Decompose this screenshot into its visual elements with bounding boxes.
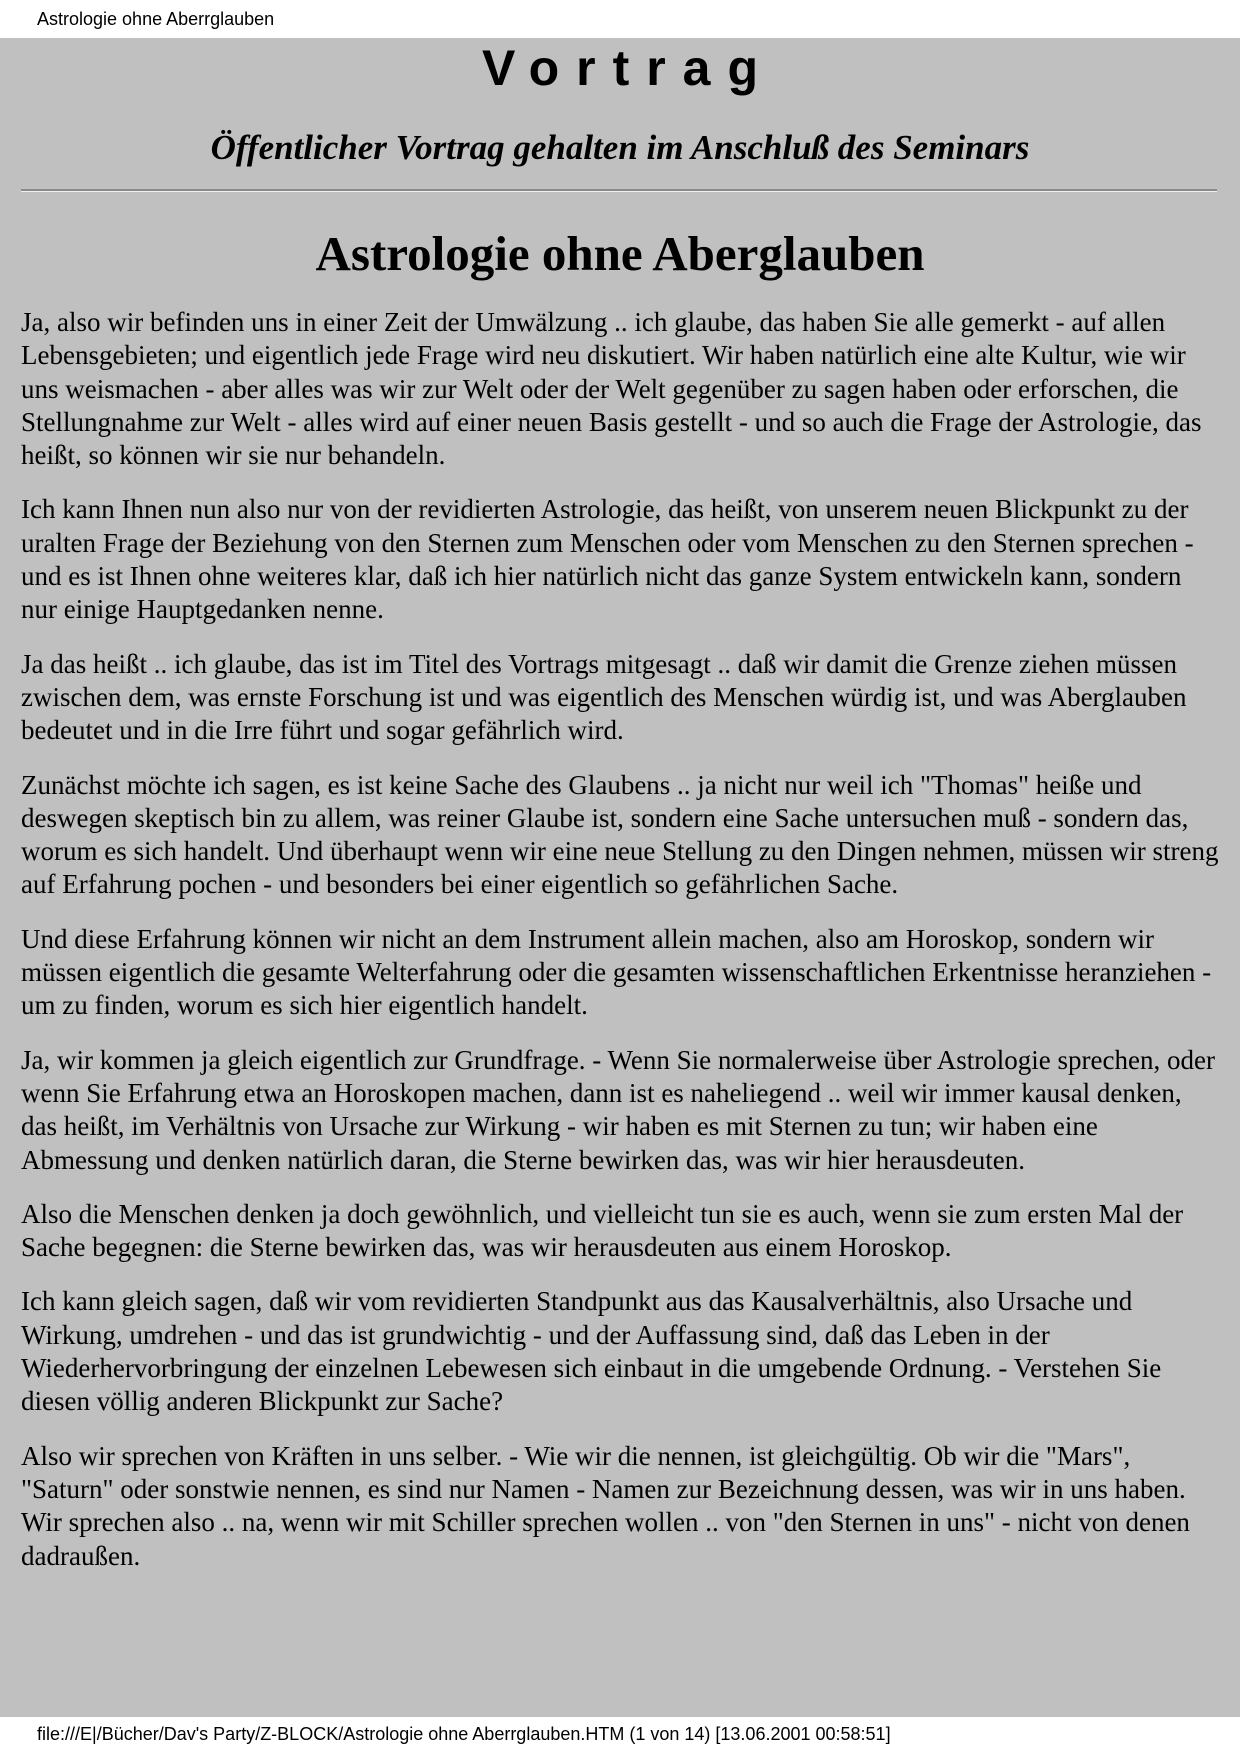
lecture-subtitle: Öffentlicher Vortrag gehalten im Anschluß des Seminars	[210, 128, 1030, 167]
paragraph-2: Ich kann Ihnen nun also nur von der revidierten Astrologie, das heißt, von unserem neuen Blickpunkt zu der uralten Frage der Beziehung von den Sternen zum Menschen oder vom Menschen zu den Sternen sprechen - und es ist Ihnen ohne weiteres klar, daß ich hier natürlich nicht das ganze System entwickeln kann, sondern nur einige Hauptgedanken nenne.	[21, 494, 1194, 625]
article-title: Astrologie ohne Aberglauben	[315, 226, 925, 281]
paragraph-5: Und diese Erfahrung können wir nicht an dem Instrument allein machen, also am Horoskop, sondern wir müssen eigentlich die gesamte Welterfahrung oder die gesamten wissenschaftlichen Erkentnisse heranziehen - um zu finden, worum es sich hier eigentlich handelt.	[21, 923, 1212, 1021]
horizontal-rule	[21, 189, 1217, 192]
paragraph-4: Zunächst möchte ich sagen, es ist keine Sache des Glaubens .. ja nicht nur weil ich "Thomas" heiße und deswegen skeptisch bin zu allem, was reiner Glaube ist, sondern eine Sache untersuchen muß - sondern das, worum es sich handelt. Und überhaupt wenn wir eine neue Stellung zu den Dingen nehmen, müssen wir streng auf Erfahrung pochen - und besonders bei einer eigentlich so gefährlichen Sache.	[21, 769, 1219, 900]
article-body	[21, 306, 1221, 1594]
paragraph-7: Also die Menschen denken ja doch gewöhnlich, und vielleicht tun sie es auch, wenn sie zum ersten Mal der Sache begegnen: die Sterne bewirken das, was wir herausdeuten aus einem Horoskop.	[21, 1198, 1184, 1263]
paragraph-9: Also wir sprechen von Kräften in uns selber. - Wie wir die nennen, ist gleichgültig. Ob wir die "Mars", "Saturn" oder sonstwie nennen, es sind nur Namen - Namen zur Bezeichnung dessen, was wir in uns haben. Wir sprechen also .. na, wenn wir mit Schiller sprechen wollen .. von "den Sternen in uns" - nicht von denen dadraußen.	[21, 1440, 1190, 1571]
lecture-label: Vortrag	[481, 40, 776, 96]
print-footer-url: file:///E|/Bücher/Dav's Party/Z-BLOCK/Astrologie ohne Aberrglauben.HTM (1 von 14) [13.06.2001 00:58:51]	[37, 1724, 891, 1744]
paragraph-1: Ja, also wir befinden uns in einer Zeit der Umwälzung .. ich glaube, das haben Sie alle gemerkt - auf allen Lebensgebieten; und eigentlich jede Frage wird neu diskutiert. Wir haben natürlich eine alte Kultur, wie wir uns weismachen - aber alles was wir zur Welt oder der Welt gegenüber zu sagen haben oder erforschen, die Stellungnahme zur Welt - alles wird auf einer neuen Basis gestellt - und so auch die Frage der Astrologie, das heißt, so können wir sie nur behandeln.	[21, 307, 1202, 471]
print-header-title: Astrologie ohne Aberrglauben	[37, 9, 275, 29]
paragraph-6: Ja, wir kommen ja gleich eigentlich zur Grundfrage. - Wenn Sie normalerweise über Astrologie sprechen, oder wenn Sie Erfahrung etwa an Horoskopen machen, dann ist es naheliegend .. weil wir immer kausal denken, das heißt, im Verhältnis von Ursache zur Wirkung - wir haben es mit Sternen zu tun; wir haben eine Abmessung und denken natürlich daran, die Sterne bewirken das, was wir hier herausdeuten.	[21, 1044, 1215, 1175]
paragraph-8: Ich kann gleich sagen, daß wir vom revidierten Standpunkt aus das Kausalverhältnis, also Ursache und Wirkung, umdrehen - und das ist grundwichtig - und der Auffassung sind, daß das Leben in der Wiederhervorbringung der einzelnen Lebewesen sich einbaut in die umgebende Ordnung. - Verstehen Sie diesen völlig anderen Blickpunkt zur Sache?	[21, 1286, 1162, 1417]
paragraph-3: Ja das heißt .. ich glaube, das ist im Titel des Vortrags mitgesagt .. daß wir damit die Grenze ziehen müssen zwischen dem, was ernste Forschung ist und was eigentlich des Menschen würdig ist, und was Aberglauben bedeutet und in die Irre führt und sogar gefährlich wird.	[21, 648, 1187, 746]
document-page	[0, 38, 1240, 1717]
